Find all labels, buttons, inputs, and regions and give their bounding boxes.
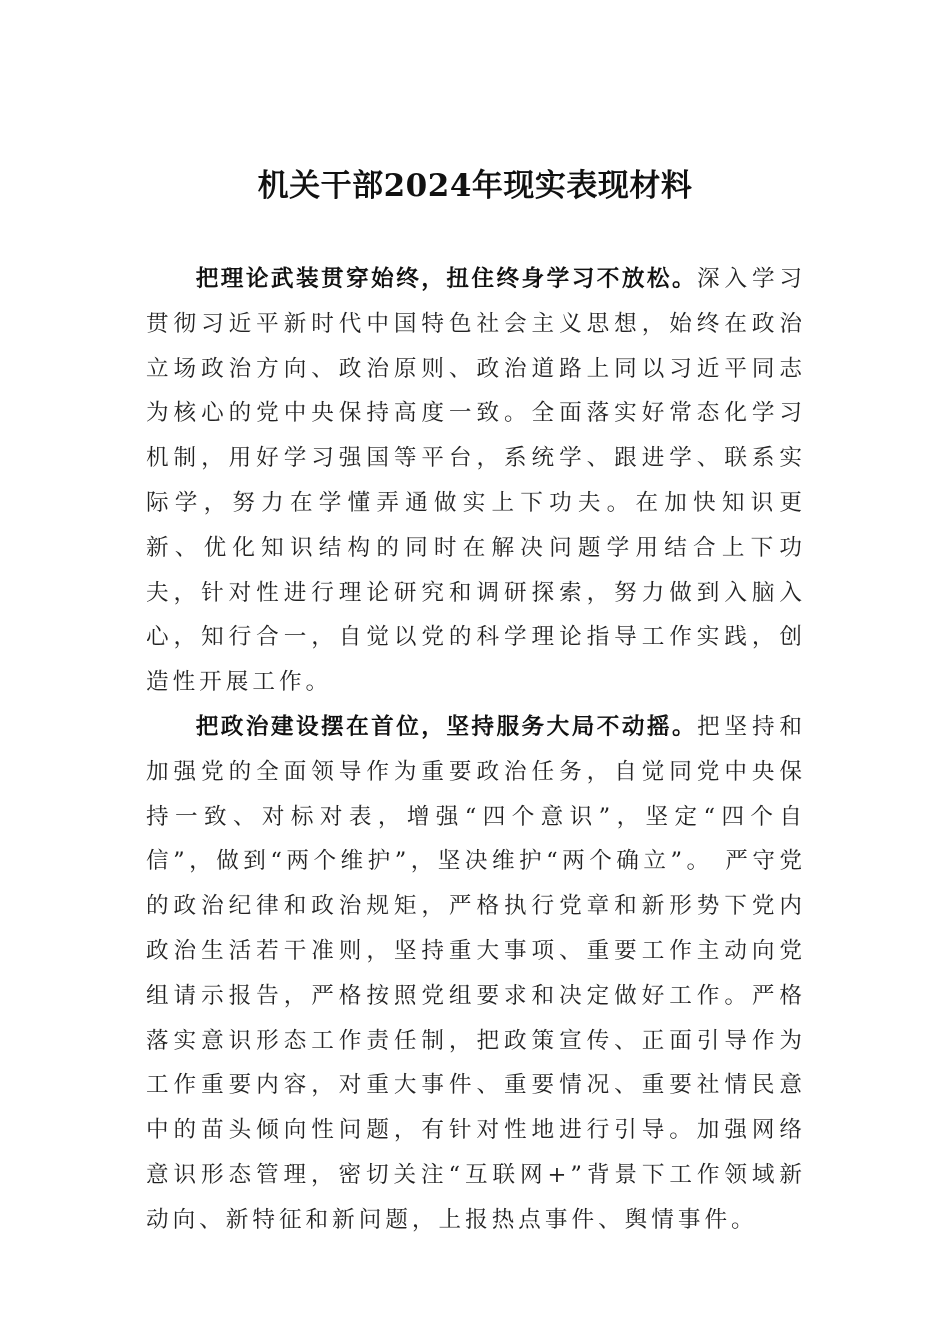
- paragraph-2-text: 把坚持和加强党的全面领导作为重要政治任务，自觉同党中央保持一致、对标对表，增强“四个意识”，坚定“四个自信”，做到“两个维护”，坚决维护“两个确立”。 严守党的政治纪律和政治规矩，严格执行党章和新形势下党内政治生活若干准则，坚持重大事项、重要工作主动向党组请示报告，严格按照党组要求和决定做好工作。严格落实意识形态工作责任制，把政策宣传、正面引导作为工作重要内容，对重大事件、重要情况、重要社情民意中的苗头倾向性问题，有针对性地进行引导。加强网络意识形态管理，密切关注“互联网+”背景下工作领域新动向、新特征和新问题，上报热点事件、舆情事件。: [146, 713, 807, 1233]
- document-title: 机关干部2024年现实表现材料: [257, 168, 693, 204]
- paragraph-1: [146, 257, 806, 705]
- paragraph-1-text: 深入学习贯彻习近平新时代中国特色社会主义思想，始终在政治立场政治方向、政治原则、政治道路上同以习近平同志为核心的党中央保持高度一致。全面落实好常态化学习机制，用好学习强国等平台，系统学、跟进学、联系实际学，努力在学懂弄通做实上下功夫。在加快知识更新、优化知识结构的同时在解决问题学用结合上下功夫，针对性进行理论研究和调研探索，努力做到入脑入心，知行合一，自觉以党的科学理论指导工作实践，创造性开展工作。: [146, 266, 807, 696]
- paragraph-1-lead: 把理论武装贯穿始终，扭住终身学习不放松。: [195, 266, 698, 292]
- document-body: [146, 257, 806, 1243]
- paragraph-2: [146, 705, 806, 1243]
- paragraph-2-lead: 把政治建设摆在首位，坚持服务大局不动摇。: [195, 713, 698, 740]
